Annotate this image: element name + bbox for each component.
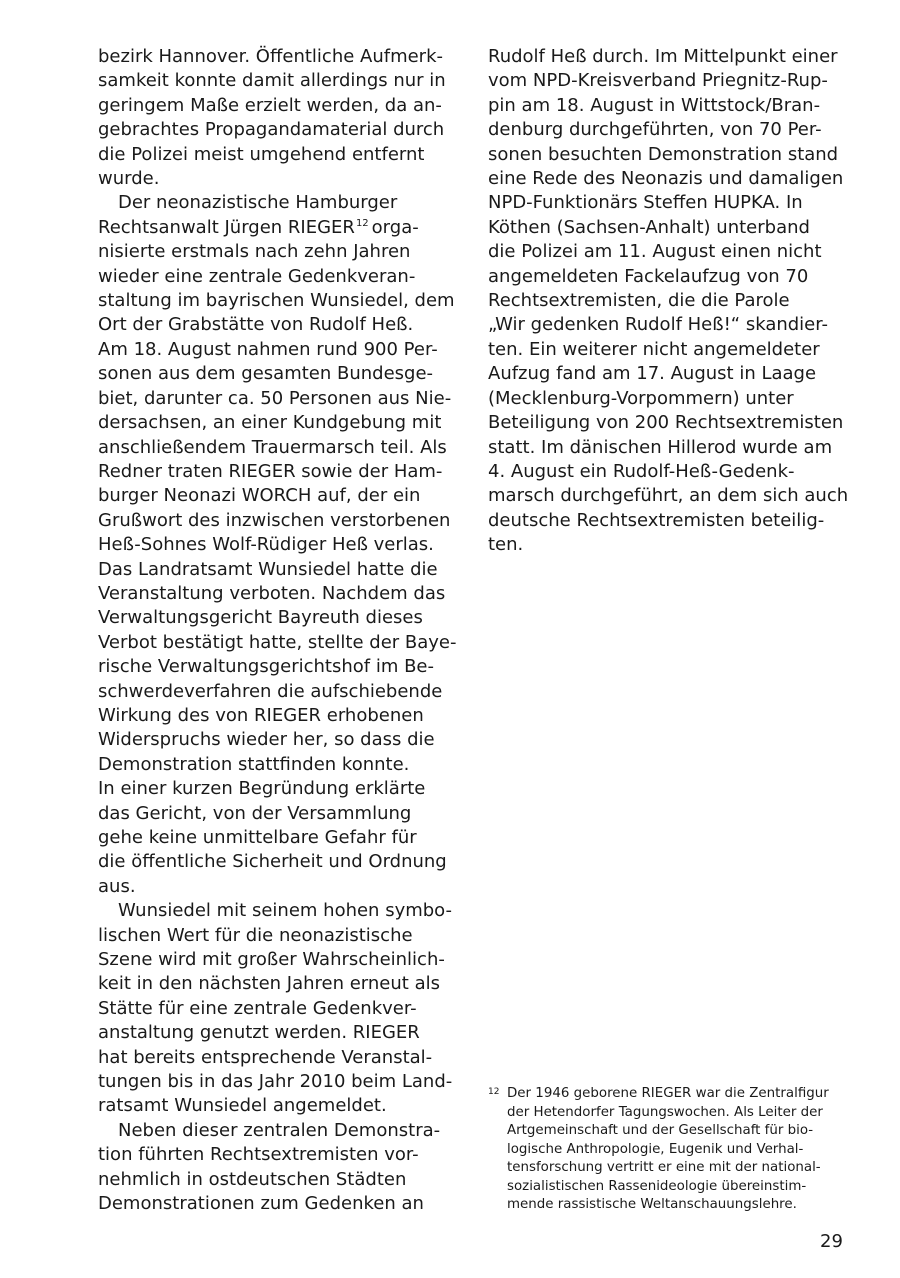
- paragraph-5: [488, 45, 858, 558]
- text-line: denburg durchgeführten, von 70 Per-: [488, 119, 822, 141]
- paragraph-3: [98, 899, 470, 1119]
- footnote-line: der Hetendorfer Tagungswochen. Als Leiter der: [507, 1104, 823, 1120]
- text-line: nisierte erstmals nach zehn Jahren: [98, 241, 411, 263]
- footnote-text: [488, 1085, 858, 1215]
- text-line: 4. August ein Rudolf-Heß-Gedenk-: [488, 460, 795, 482]
- text-line: Grußwort des inzwischen verstorbenen: [98, 509, 451, 531]
- text-fragment: Rechtsanwalt Jürgen RIEGER: [98, 216, 355, 238]
- text-line: Ort der Grabstätte von Rudolf Heß.: [98, 314, 414, 336]
- footnote-reference[interactable]: 12: [355, 217, 369, 229]
- text-line: Rechtsextremisten, die die Parole: [488, 290, 790, 312]
- text-line: keit in den nächsten Jahren erneut als: [98, 973, 440, 995]
- text-line: gebrachtes Propagandamaterial durch: [98, 119, 445, 141]
- text-line: samkeit konnte damit allerdings nur in: [98, 70, 446, 92]
- text-line: Widerspruchs wieder her, so dass die: [98, 729, 435, 751]
- text-line: Köthen (Sachsen-Anhalt) unterband: [488, 216, 810, 238]
- text-line: tion führten Rechtsextremisten vor-: [98, 1144, 419, 1166]
- text-line: hat bereits entsprechende Veranstal-: [98, 1046, 433, 1068]
- text-line: bezirk Hannover. Öffentliche Aufmerk-: [98, 46, 444, 67]
- text-line: das Gericht, von der Versammlung: [98, 802, 412, 824]
- text-line: biet, darunter ca. 50 Personen aus Nie-: [98, 387, 452, 409]
- footnote-line: Artgemeinschaft und der Gesellschaft für bio-: [507, 1123, 814, 1138]
- text-line: Rudolf Heß durch. Im Mittelpunkt einer: [488, 46, 838, 67]
- text-line: Redner traten RIEGER sowie der Ham-: [98, 460, 443, 482]
- text-line: burger Neonazi WORCH auf, der ein: [98, 485, 421, 507]
- paragraph-1: [98, 45, 470, 191]
- text-line: ten. Ein weiterer nicht angemeldeter: [488, 338, 820, 360]
- text-line: marsch durchgeführt, an dem sich auch: [488, 485, 849, 507]
- text-line: Verwaltungsgericht Bayreuth dieses: [98, 607, 423, 629]
- left-column: [98, 45, 470, 1217]
- text-line: sonen aus dem gesamten Bundesge-: [98, 363, 434, 385]
- text-line: lischen Wert für die neonazistische: [98, 924, 413, 946]
- text-line: eine Rede des Neonazis und damaligen: [488, 168, 844, 190]
- footnote-line: Der 1946 geborene RIEGER war die Zentralfigur: [507, 1086, 829, 1101]
- text-line: Das Landratsamt Wunsiedel hatte die: [98, 558, 438, 580]
- text-line: wieder eine zentrale Gedenkveran-: [98, 265, 416, 287]
- footnote-line: logische Anthropologie, Eugenik und Verhal-: [507, 1141, 804, 1157]
- text-line: angemeldeten Fackelaufzug von 70: [488, 265, 809, 287]
- text-line: Beteiligung von 200 Rechtsextremisten: [488, 412, 844, 434]
- text-line: „Wir gedenken Rudolf Heß!“ skandier-: [488, 314, 829, 336]
- footnote-number: 12: [488, 1087, 500, 1097]
- right-column: [488, 45, 858, 558]
- text-line: NPD-Funktionärs Steffen HUPKA. In: [488, 192, 803, 214]
- text-line: Am 18. August nahmen rund 900 Per-: [98, 338, 438, 360]
- text-line: vom NPD-Kreisverband Priegnitz-Rup-: [488, 70, 828, 92]
- footnote-line: sozialistischen Rassenideologie übereinstim-: [507, 1178, 807, 1194]
- text-line: sonen besuchten Demonstration stand: [488, 143, 839, 165]
- text-line: (Mecklenburg-Vorpommern) unter: [488, 387, 794, 409]
- text-line: Neben dieser zentralen Demonstra-: [118, 1119, 441, 1141]
- text-line: Veranstaltung verboten. Nachdem das: [98, 582, 446, 604]
- text-line: Der neonazistische Hamburger: [118, 192, 398, 214]
- text-fragment: orga-: [371, 216, 419, 238]
- text-line: die Polizei am 11. August einen nicht: [488, 241, 822, 263]
- text-line: tungen bis in das Jahr 2010 beim Land-: [98, 1071, 453, 1093]
- footnote-line: tensforschung vertritt er eine mit der national-: [507, 1160, 821, 1175]
- text-line: Verbot bestätigt hatte, stellte der Baye-: [98, 631, 457, 653]
- text-line: deutsche Rechtsextremisten beteilig-: [488, 509, 825, 531]
- text-line: ten.: [488, 534, 524, 556]
- text-line: ratsamt Wunsiedel angemeldet.: [98, 1095, 387, 1117]
- text-line: wurde.: [98, 168, 160, 190]
- text-line: aus.: [98, 875, 136, 897]
- text-line: Demonstrationen zum Gedenken an: [98, 1193, 424, 1215]
- text-line: Aufzug fand am 17. August in Laage: [488, 363, 817, 385]
- text-line: Heß-Sohnes Wolf-Rüdiger Heß verlas.: [98, 534, 434, 556]
- text-line-with-footnote-ref: [98, 216, 470, 240]
- text-line: schwerdeverfahren die aufschiebende: [98, 680, 443, 702]
- text-line: Szene wird mit großer Wahrscheinlich-: [98, 949, 445, 971]
- text-line: statt. Im dänischen Hillerod wurde am: [488, 436, 833, 458]
- text-line: die Polizei meist umgehend entfernt: [98, 143, 425, 165]
- text-line: In einer kurzen Begründung erklärte: [98, 778, 426, 800]
- paragraph-2: [98, 191, 470, 899]
- footnote: [488, 1085, 858, 1215]
- text-line: nehmlich in ostdeutschen Städten: [98, 1168, 407, 1190]
- text-line: anstaltung genutzt werden. RIEGER: [98, 1022, 420, 1044]
- page-number: 29: [820, 1231, 843, 1252]
- text-line: staltung im bayrischen Wunsiedel, dem: [98, 290, 455, 312]
- text-line: Wirkung des von RIEGER erhobenen: [98, 704, 424, 726]
- text-line: geringem Maße erzielt werden, da an-: [98, 94, 442, 116]
- text-line: anschließendem Trauermarsch teil. Als: [98, 436, 447, 458]
- text-line: pin am 18. August in Wittstock/Bran-: [488, 94, 821, 116]
- text-line: Stätte für eine zentrale Gedenkver-: [98, 997, 417, 1019]
- text-line: die öffentliche Sicherheit und Ordnung: [98, 851, 447, 873]
- text-line: dersachsen, an einer Kundgebung mit: [98, 412, 442, 434]
- text-line: gehe keine unmittelbare Gefahr für: [98, 827, 417, 848]
- text-line: Wunsiedel mit seinem hohen symbo-: [118, 900, 453, 922]
- text-line: rische Verwaltungsgerichtshof im Be-: [98, 656, 434, 678]
- footnote-line: mende rassistische Weltanschauungslehre.: [507, 1197, 797, 1212]
- text-line: Demonstration stattfinden konnte.: [98, 753, 410, 775]
- paragraph-4: [98, 1119, 470, 1217]
